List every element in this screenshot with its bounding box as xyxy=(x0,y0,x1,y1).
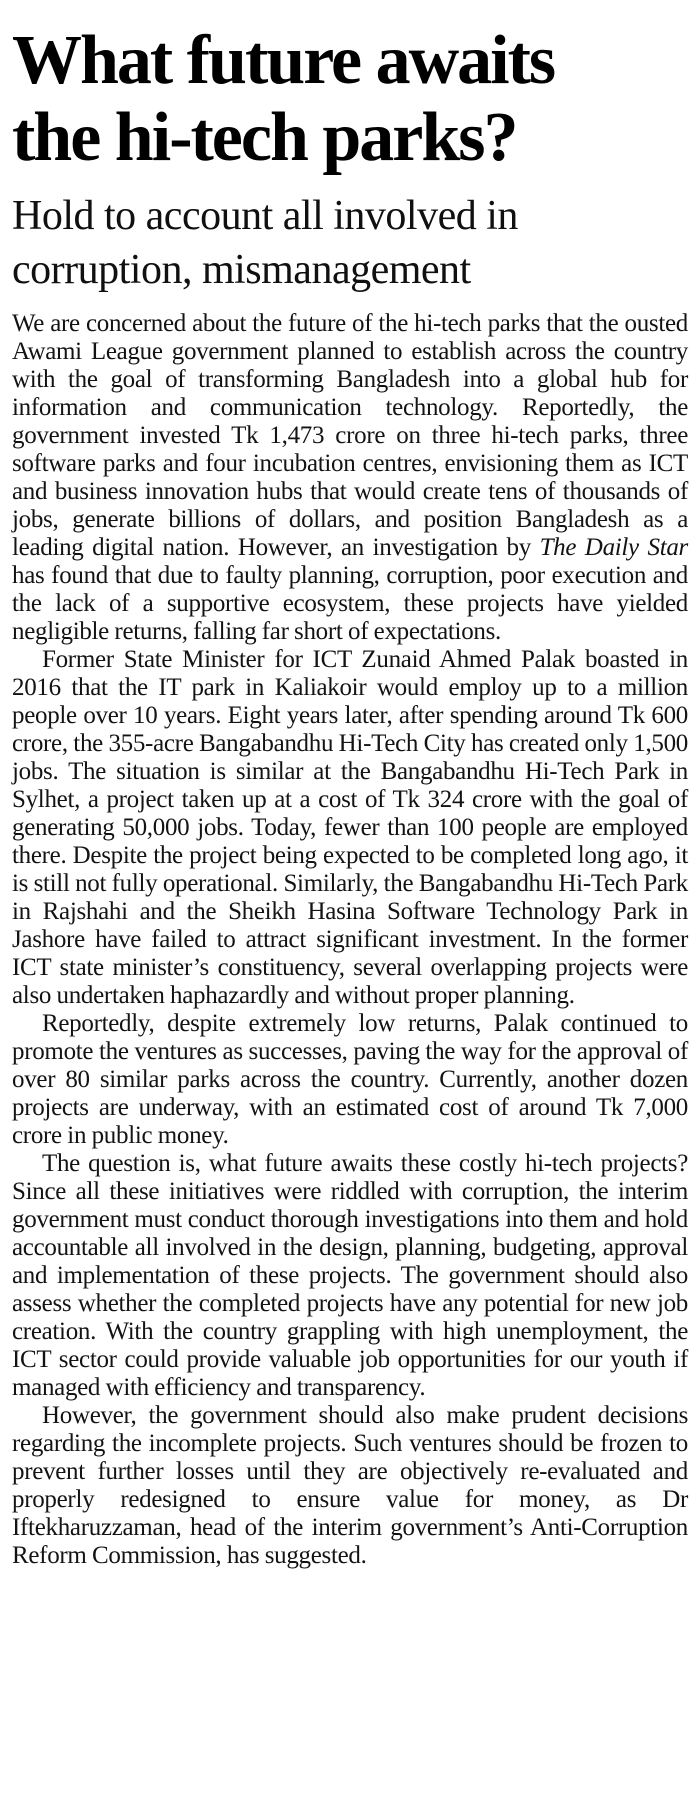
paragraph-text: The question is, what future awaits these costly hi-tech projects? Since all these initiatives were riddled with corruption, the interim government must conduct thorough investigations into them and hold accountable all involved in the design, planning, budgeting, approval and implementation of these projects. The government should also assess whether the completed projects have any potential for new job creation. With the country grappling with high unemployment, the ICT sector could provide valuable job opportunities for our youth if managed with efficiency and transparency. xyxy=(12,1150,688,1401)
subheadline-line-1: Hold to account all involved in xyxy=(12,193,518,239)
paragraph-text: has found that due to faulty planning, corruption, poor execution and the lack of a supportive ecosystem, these projects have yielded negligible returns, falling far short of expectations. xyxy=(12,562,688,645)
article-headline xyxy=(12,22,688,176)
publication-name: The Daily Star xyxy=(539,534,688,561)
article-paragraph xyxy=(12,646,688,1010)
article-paragraph xyxy=(12,1402,688,1570)
article-paragraph xyxy=(12,1150,688,1402)
paragraph-text: Reportedly, despite extremely low returns, Palak continued to promote the ventures as successes, paving the way for the approval of over 80 similar parks across the country. Currently, another dozen projects are underway, with an estimated cost of around Tk 7,000 crore in public money. xyxy=(12,1010,688,1149)
subheadline-line-2: corruption, mismanagement xyxy=(12,247,471,293)
article-paragraph xyxy=(12,1010,688,1150)
headline-line-1: What future awaits xyxy=(12,22,555,99)
paragraph-text: Former State Minister for ICT Zunaid Ahmed Palak boasted in 2016 that the IT park in Kaliakoir would employ up to a million people over 10 years. Eight years later, after spending around Tk 600 crore, the 355-acre Bangabandhu Hi-Tech City has created only 1,500 jobs. The situation is similar at the Bangabandhu Hi-Tech Park in Sylhet, a project taken up at a cost of Tk 324 crore with the goal of generating 50,000 jobs. Today, fewer than 100 people are employed there. Despite the project being expected to be completed long ago, it is still not fully operational. Similarly, the Bangabandhu Hi-Tech Park in Rajshahi and the Sheikh Hasina Software Technology Park in Jashore have failed to attract significant investment. In the former ICT state minister’s constituency, several overlapping projects were also undertaken haphazardly and without proper planning. xyxy=(12,646,688,1009)
paragraph-text: However, the government should also make prudent decisions regarding the incomplete projects. Such ventures should be frozen to prevent further losses until they are objectively re-evaluated and properly redesigned to ensure value for money, as Dr Iftekharuzzaman, head of the interim government’s Anti-Corruption Reform Commission, has suggested. xyxy=(12,1402,688,1569)
article-subheadline xyxy=(12,189,688,297)
headline-line-2: the hi-tech parks? xyxy=(12,99,517,176)
article-body xyxy=(12,310,688,1570)
article-paragraph xyxy=(12,310,688,646)
paragraph-text: We are concerned about the future of the hi-tech parks that the ousted Awami League government planned to establish across the country with the goal of transforming Bangladesh into a global hub for information and communication technology. Reportedly, the government invested Tk 1,473 crore on three hi-tech parks, three software parks and four incubation centres, envisioning them as ICT and business innovation hubs that would create tens of thousands of jobs, generate billions of dollars, and position Bangladesh as a leading digital nation. However, an investigation by xyxy=(12,310,688,561)
